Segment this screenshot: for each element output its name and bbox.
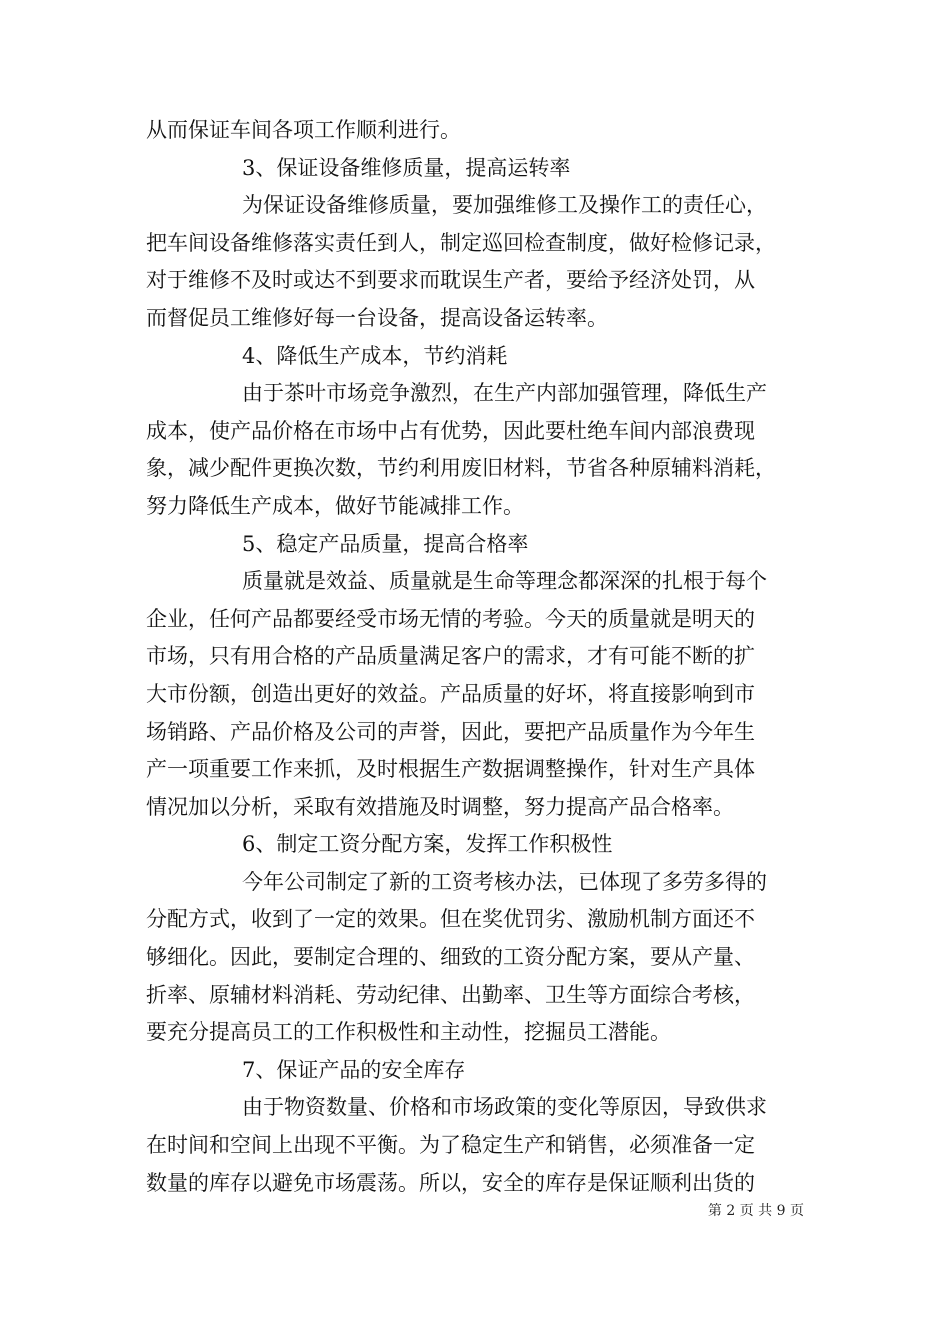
paragraph-line: 分配方式，收到了一定的效果。但在奖优罚劣、激励机制方面还不 [146,907,755,932]
page-number-footer: 第 2 页 共 9 页 [707,1203,804,1219]
paragraph-line: 从而保证车间各项工作顺利进行。 [146,118,461,142]
paragraph-line: 努力降低生产成本，做好节能减排工作。 [146,493,524,518]
paragraph-line: 把车间设备维修落实责任到人，制定巡回检查制度，做好检修记录， [146,230,776,255]
paragraph-line: 企业，任何产品都要经受市场无情的考验。今天的质量就是明天的 [146,606,755,631]
paragraph-line: 而督促员工维修好每一台设备，提高设备运转率。 [146,305,608,330]
paragraph-line: 为保证设备维修质量，要加强维修工及操作工的责任心， [242,193,767,218]
paragraph-line: 对于维修不及时或达不到要求而耽误生产者，要给予经济处罚，从 [146,268,755,293]
paragraph-line: 场销路、产品价格及公司的声誉，因此，要把产品质量作为今年生 [146,719,755,744]
paragraph-line: 够细化。因此，要制定合理的、细致的工资分配方案，要从产量、 [146,945,755,970]
paragraph-line: 今年公司制定了新的工资考核办法，已体现了多劳多得的 [242,869,767,894]
paragraph-line: 产一项重要工作来抓，及时根据生产数据调整操作，针对生产具体 [146,757,755,782]
section-heading: 3、保证设备维修质量，提高运转率 [242,155,571,180]
document-body [146,112,816,1202]
paragraph-line: 情况加以分析，采取有效措施及时调整，努力提高产品合格率。 [146,794,734,819]
paragraph-line: 由于物资数量、价格和市场政策的变化等原因，导致供求 [242,1095,767,1120]
paragraph-line: 由于茶叶市场竞争激烈，在生产内部加强管理，降低生产 [242,381,767,406]
paragraph-line: 大市份额，创造出更好的效益。产品质量的好坏，将直接影响到市 [146,681,755,706]
paragraph-line: 要充分提高员工的工作积极性和主动性，挖掘员工潜能。 [146,1020,671,1045]
paragraph-line: 质量就是效益、质量就是生命等理念都深深的扎根于每个 [242,569,767,594]
paragraph-line: 市场，只有用合格的产品质量满足客户的需求，才有可能不断的扩 [146,644,755,669]
section-heading: 5、稳定产品质量，提高合格率 [242,531,529,556]
section-heading: 4、降低生产成本，节约消耗 [242,343,508,368]
paragraph-line: 折率、原辅材料消耗、劳动纪律、出勤率、卫生等方面综合考核， [146,982,755,1007]
paragraph-line: 象，减少配件更换次数，节约利用废旧材料，节省各种原辅料消耗， [146,456,776,481]
paragraph-line: 成本，使产品价格在市场中占有优势，因此要杜绝车间内部浪费现 [146,418,755,443]
section-heading: 7、保证产品的安全库存 [242,1057,466,1082]
paragraph-line: 在时间和空间上出现不平衡。为了稳定生产和销售，必须准备一定 [146,1133,755,1158]
section-heading: 6、制定工资分配方案，发挥工作积极性 [242,832,613,857]
paragraph-line: 数量的库存以避免市场震荡。所以，安全的库存是保证顺利出货的 [146,1170,755,1195]
